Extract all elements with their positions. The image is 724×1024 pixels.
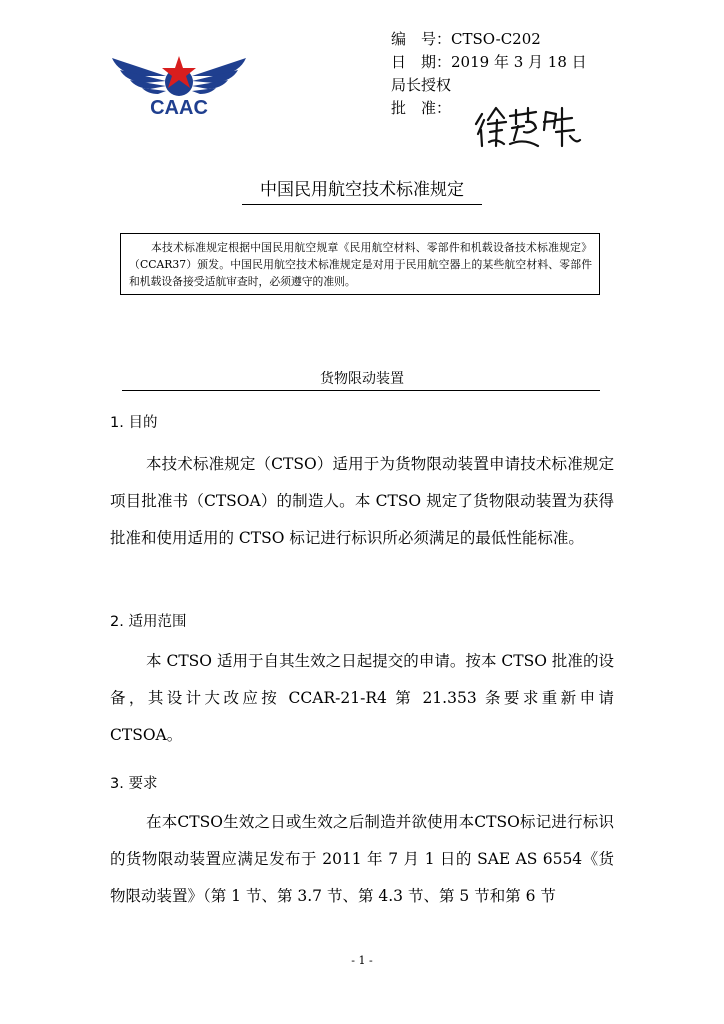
meta-label: 编 号： bbox=[391, 30, 452, 48]
section-heading: 1. 目的 bbox=[110, 415, 158, 431]
meta-label: 日 期： bbox=[391, 53, 452, 71]
notice-box: 本技术标准规定根据中国民用航空规章《民用航空材料、零部件和机载设备技术标准规定》（CCAR37）颁发。中国民用航空技术标准规定是对用于民用航空器上的某些航空材料、零部件和机载设备接受适航审查时，必须遵守的准则。 bbox=[120, 233, 600, 295]
meta-label: 批 准： bbox=[391, 99, 452, 117]
section-paragraph: 本 CTSO 适用于自其生效之日起提交的申请。按本 CTSO 批准的设备，其设计大改应按 CCAR-21-R4 第 21.353 条要求重新申请CTSOA。 bbox=[110, 652, 614, 744]
document-date: 2019 年 3 月 18 日 bbox=[451, 53, 587, 71]
section-heading: 2. 适用范围 bbox=[110, 614, 187, 630]
meta-label: 局长授权 bbox=[391, 76, 452, 94]
wing-right-icon bbox=[192, 58, 246, 94]
meta-row-date bbox=[391, 51, 587, 74]
section-paragraph: 在本CTSO生效之日或生效之后制造并欲使用本CTSO标记进行标识的货物限动装置应满足发布于 2011 年 7 月 1 日的 SAE AS 6554《货物限动装置》（第 1 节、第 3.7 节、第 4.3 节、第 5 节和第 6 节 bbox=[110, 813, 614, 905]
document-number: CTSO-C202 bbox=[451, 30, 541, 48]
subject-title: 货物限动装置 bbox=[320, 371, 404, 387]
document-title: 中国民用航空技术标准规定 bbox=[260, 180, 464, 200]
wing-left-icon bbox=[112, 58, 166, 94]
title-underline bbox=[242, 204, 482, 205]
logo-text: CAAC bbox=[150, 97, 208, 119]
meta-row-number bbox=[391, 28, 587, 51]
section-heading: 3. 要求 bbox=[110, 776, 158, 792]
signature-image bbox=[472, 100, 582, 152]
caac-logo bbox=[108, 46, 250, 122]
subject-underline bbox=[122, 390, 600, 391]
page-number: - 1 - bbox=[351, 954, 373, 967]
meta-row-authorization bbox=[391, 74, 587, 97]
section-paragraph: 本技术标准规定（CTSO）适用于为货物限动装置申请技术标准规定项目批准书（CTSOA）的制造人。本 CTSO 规定了货物限动装置为获得批准和使用适用的 CTSO 标记进行标识所必须满足的最低性能标准。 bbox=[110, 455, 614, 547]
